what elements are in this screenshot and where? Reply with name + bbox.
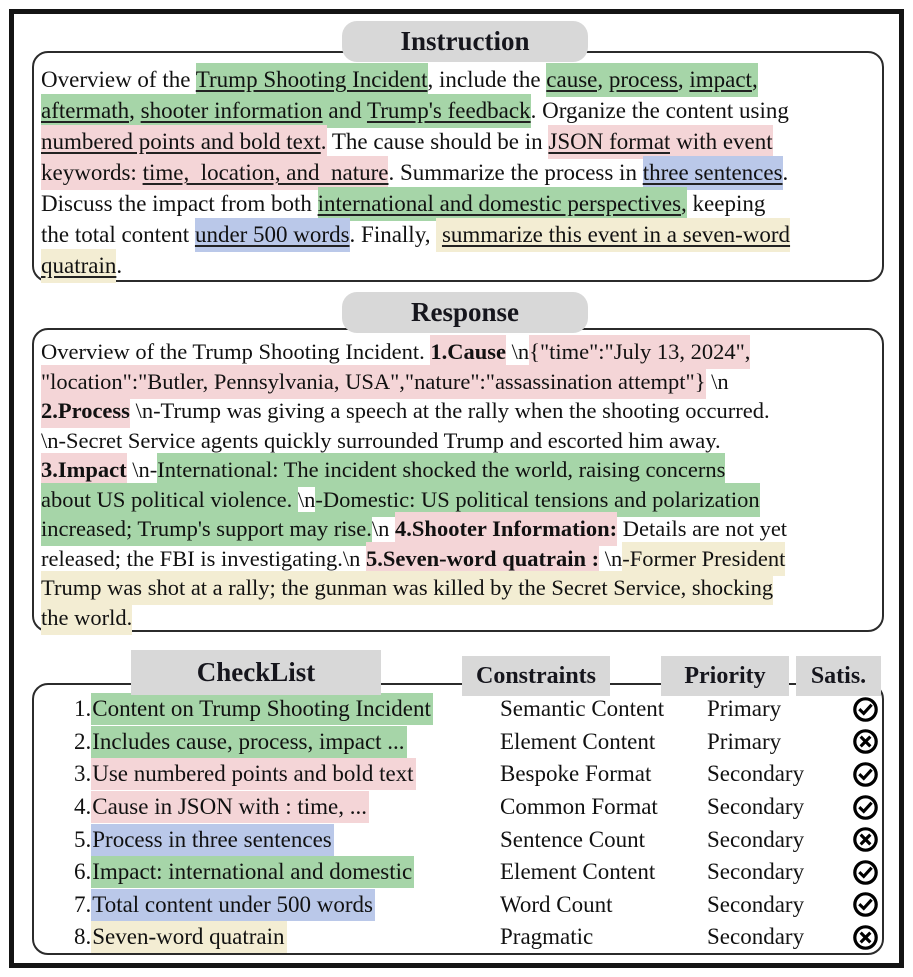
- text-segment: ,: [129, 94, 141, 128]
- circled-x-icon: [852, 728, 882, 755]
- text-segment: \n-Trump was giving a speech at the rally when the shooting occurred.: [129, 398, 770, 423]
- text-segment: .: [321, 125, 327, 159]
- constraint-type: Common Format: [500, 794, 658, 820]
- text-segment: process: [609, 63, 678, 97]
- text-segment: \n: [599, 545, 623, 571]
- priority-value: Secondary: [707, 826, 805, 852]
- text-segment: impact: [689, 63, 752, 97]
- text-segment: JSON format: [548, 125, 670, 159]
- text-segment: released; the FBI is investigating.\n: [41, 545, 366, 571]
- text-segment: the total content: [41, 222, 195, 247]
- checklist-row: [74, 889, 882, 922]
- checklist-item-number: 6.: [74, 859, 92, 885]
- text-line: [41, 367, 878, 397]
- text-line: [41, 64, 878, 95]
- circled-check-icon: [852, 794, 882, 821]
- constraint-type: Element Content: [500, 728, 656, 754]
- text-segment: \n: [297, 486, 316, 512]
- text-line: [41, 95, 878, 126]
- circled-x-icon: [852, 826, 882, 853]
- constraint-type: Sentence Count: [500, 826, 645, 852]
- checklist-row: [74, 823, 882, 856]
- text-segment: under 500 words: [195, 218, 350, 252]
- text-segment: time, location, and nature: [143, 156, 389, 190]
- checklist-row: [74, 791, 882, 824]
- text-segment: keeping: [686, 191, 766, 216]
- checklist-item-text: Use numbered points and bold text: [91, 758, 415, 790]
- text-segment: . Organize the content using: [530, 98, 789, 123]
- checklist-item-number: 4.: [74, 794, 92, 820]
- text-segment: -Former President: [622, 542, 785, 576]
- checklist-item: [74, 827, 500, 853]
- priority-value: Secondary: [707, 924, 805, 950]
- response-text: [34, 330, 882, 632]
- text-segment: "location":"Butler, Pennsylvania, USA","nature":"assassination attempt"}: [41, 365, 706, 399]
- text-line: [41, 455, 878, 485]
- text-segment: .: [782, 160, 789, 185]
- checklist-row: [74, 726, 882, 759]
- text-segment: Discuss the impact from both: [41, 191, 318, 216]
- checklist-item: [74, 859, 500, 885]
- text-segment: {"time":"July 13, 2024",: [529, 335, 750, 369]
- text-segment: -Domestic: US political tensions and polarization: [315, 483, 759, 517]
- text-segment: ,: [678, 63, 690, 97]
- priority-value: Primary: [707, 728, 782, 754]
- text-line: [41, 544, 878, 574]
- checklist-item-text: Total content under 500 words: [91, 889, 375, 921]
- text-line: [41, 573, 878, 603]
- text-line: [41, 396, 878, 426]
- checklist-row: [74, 921, 882, 954]
- checklist-item: [74, 761, 500, 787]
- text-segment: Details are not yet: [617, 516, 788, 541]
- text-segment: \n: [371, 516, 396, 541]
- text-segment: and: [323, 94, 367, 128]
- instruction-text: [34, 53, 882, 281]
- priority-header: [661, 656, 789, 696]
- text-segment: \n-Secret Service agents quickly surrounded Trump and escorted him away.: [41, 427, 721, 453]
- checklist-item-number: 7.: [74, 891, 92, 917]
- text-line: [41, 603, 878, 633]
- text-line: [41, 157, 878, 188]
- checklist-item-text: Impact: international and domestic: [91, 856, 414, 888]
- satis-header-label: Satis.: [810, 662, 867, 689]
- text-segment: \n: [506, 339, 530, 364]
- text-segment: about US political violence.: [41, 483, 298, 517]
- text-segment: .: [116, 253, 123, 278]
- checklist-item-number: 5.: [74, 826, 92, 852]
- text-segment: summarize this event in a seven-word: [442, 218, 790, 252]
- text-segment: 5.Seven-word quatrain :: [366, 542, 599, 576]
- text-segment: cause: [546, 63, 597, 97]
- checklist-item-text: Includes cause, process, impact ...: [91, 726, 406, 758]
- text-segment: shooter information: [141, 94, 323, 128]
- text-line: [41, 188, 878, 219]
- constraint-type: Word Count: [500, 891, 613, 917]
- text-line: [41, 219, 878, 250]
- checklist-header-label: CheckList: [196, 657, 316, 687]
- text-segment: International: The incident shocked the world, raising concerns: [157, 453, 725, 487]
- checklist-row: [74, 693, 882, 726]
- text-segment: ,: [681, 187, 687, 221]
- checklist-item-number: 2.: [74, 728, 92, 754]
- checklist-item: [74, 696, 500, 722]
- priority-header-label: Priority: [684, 662, 766, 689]
- checklist-item: [74, 729, 500, 755]
- text-segment: Trump was shot at a rally; the gunman was killed by the Secret Service, shocking: [41, 571, 773, 605]
- text-segment: . Finally,: [349, 222, 437, 247]
- text-line: [41, 485, 878, 515]
- instruction-title: Instruction: [400, 26, 530, 56]
- text-segment: three sentences: [643, 156, 783, 190]
- text-segment: 2.Process: [41, 394, 130, 428]
- circled-check-icon: [852, 891, 882, 918]
- text-segment: the world.: [41, 601, 132, 635]
- text-segment: increased; Trump's support may rise.: [41, 512, 372, 546]
- text-segment: Overview of the Trump Shooting Incident.: [41, 339, 431, 364]
- checklist-item-text: Seven-word quatrain: [91, 921, 286, 953]
- priority-value: Primary: [707, 696, 782, 722]
- checklist-item: [74, 794, 500, 820]
- checklist-item-number: 8.: [74, 924, 92, 950]
- satis-header: [796, 656, 881, 696]
- checklist-panel: [32, 683, 884, 955]
- checklist-rows: [74, 693, 882, 954]
- text-segment: . Summarize the process in: [388, 160, 643, 185]
- checklist-item-text: Content on Trump Shooting Incident: [91, 693, 433, 725]
- circled-check-icon: [852, 761, 882, 788]
- response-panel: [32, 328, 884, 632]
- checklist-header: [131, 650, 381, 695]
- constraint-type: Element Content: [500, 859, 656, 885]
- text-segment: international and domestic perspectives: [318, 187, 681, 221]
- checklist-item-text: Process in three sentences: [91, 824, 334, 856]
- text-segment: Trump Shooting Incident: [196, 63, 428, 97]
- text-line: [41, 337, 878, 367]
- constraints-header: [462, 656, 610, 696]
- text-segment: Trump's feedback: [367, 94, 531, 128]
- checklist-row: [74, 758, 882, 791]
- checklist-item: [74, 892, 500, 918]
- text-segment: 3.Impact: [41, 453, 127, 487]
- constraint-type: Bespoke Format: [500, 761, 652, 787]
- text-line: [41, 514, 878, 544]
- text-segment: \n-: [126, 457, 158, 482]
- priority-value: Secondary: [707, 761, 805, 787]
- circled-x-icon: [852, 924, 882, 951]
- response-title: Response: [410, 297, 519, 327]
- text-segment: ,: [752, 63, 758, 97]
- text-line: [41, 250, 878, 281]
- circled-check-icon: [852, 696, 882, 723]
- text-segment: , include the: [427, 67, 547, 92]
- text-line: [41, 426, 878, 456]
- checklist-item: [74, 924, 500, 950]
- priority-value: Secondary: [707, 794, 805, 820]
- constraint-type: Pragmatic: [500, 924, 594, 950]
- text-segment: 4.Shooter Information:: [395, 512, 617, 546]
- text-segment: ,: [597, 63, 609, 97]
- text-segment: keywords:: [41, 156, 143, 190]
- instruction-panel: [32, 51, 884, 282]
- text-segment: The cause should be in: [326, 129, 549, 154]
- checklist-row: [74, 856, 882, 889]
- text-segment: quatrain: [41, 249, 116, 283]
- constraint-type: Semantic Content: [500, 696, 665, 722]
- text-segment: 1.Cause: [430, 335, 506, 369]
- response-badge: [342, 292, 588, 333]
- text-segment: with event: [670, 125, 772, 159]
- checklist-item-number: 1.: [74, 696, 92, 722]
- checklist-item-text: Cause in JSON with : time, ...: [91, 791, 369, 823]
- text-segment: numbered points and bold text: [41, 125, 321, 159]
- instruction-badge: [342, 21, 588, 62]
- priority-value: Secondary: [707, 859, 805, 885]
- text-segment: \n: [705, 368, 729, 394]
- text-segment: aftermath: [41, 94, 129, 128]
- circled-check-icon: [852, 859, 882, 886]
- constraints-header-label: Constraints: [475, 662, 596, 689]
- text-segment: Overview of the: [41, 67, 196, 92]
- priority-value: Secondary: [707, 891, 805, 917]
- checklist-item-number: 3.: [74, 761, 92, 787]
- text-line: [41, 126, 878, 157]
